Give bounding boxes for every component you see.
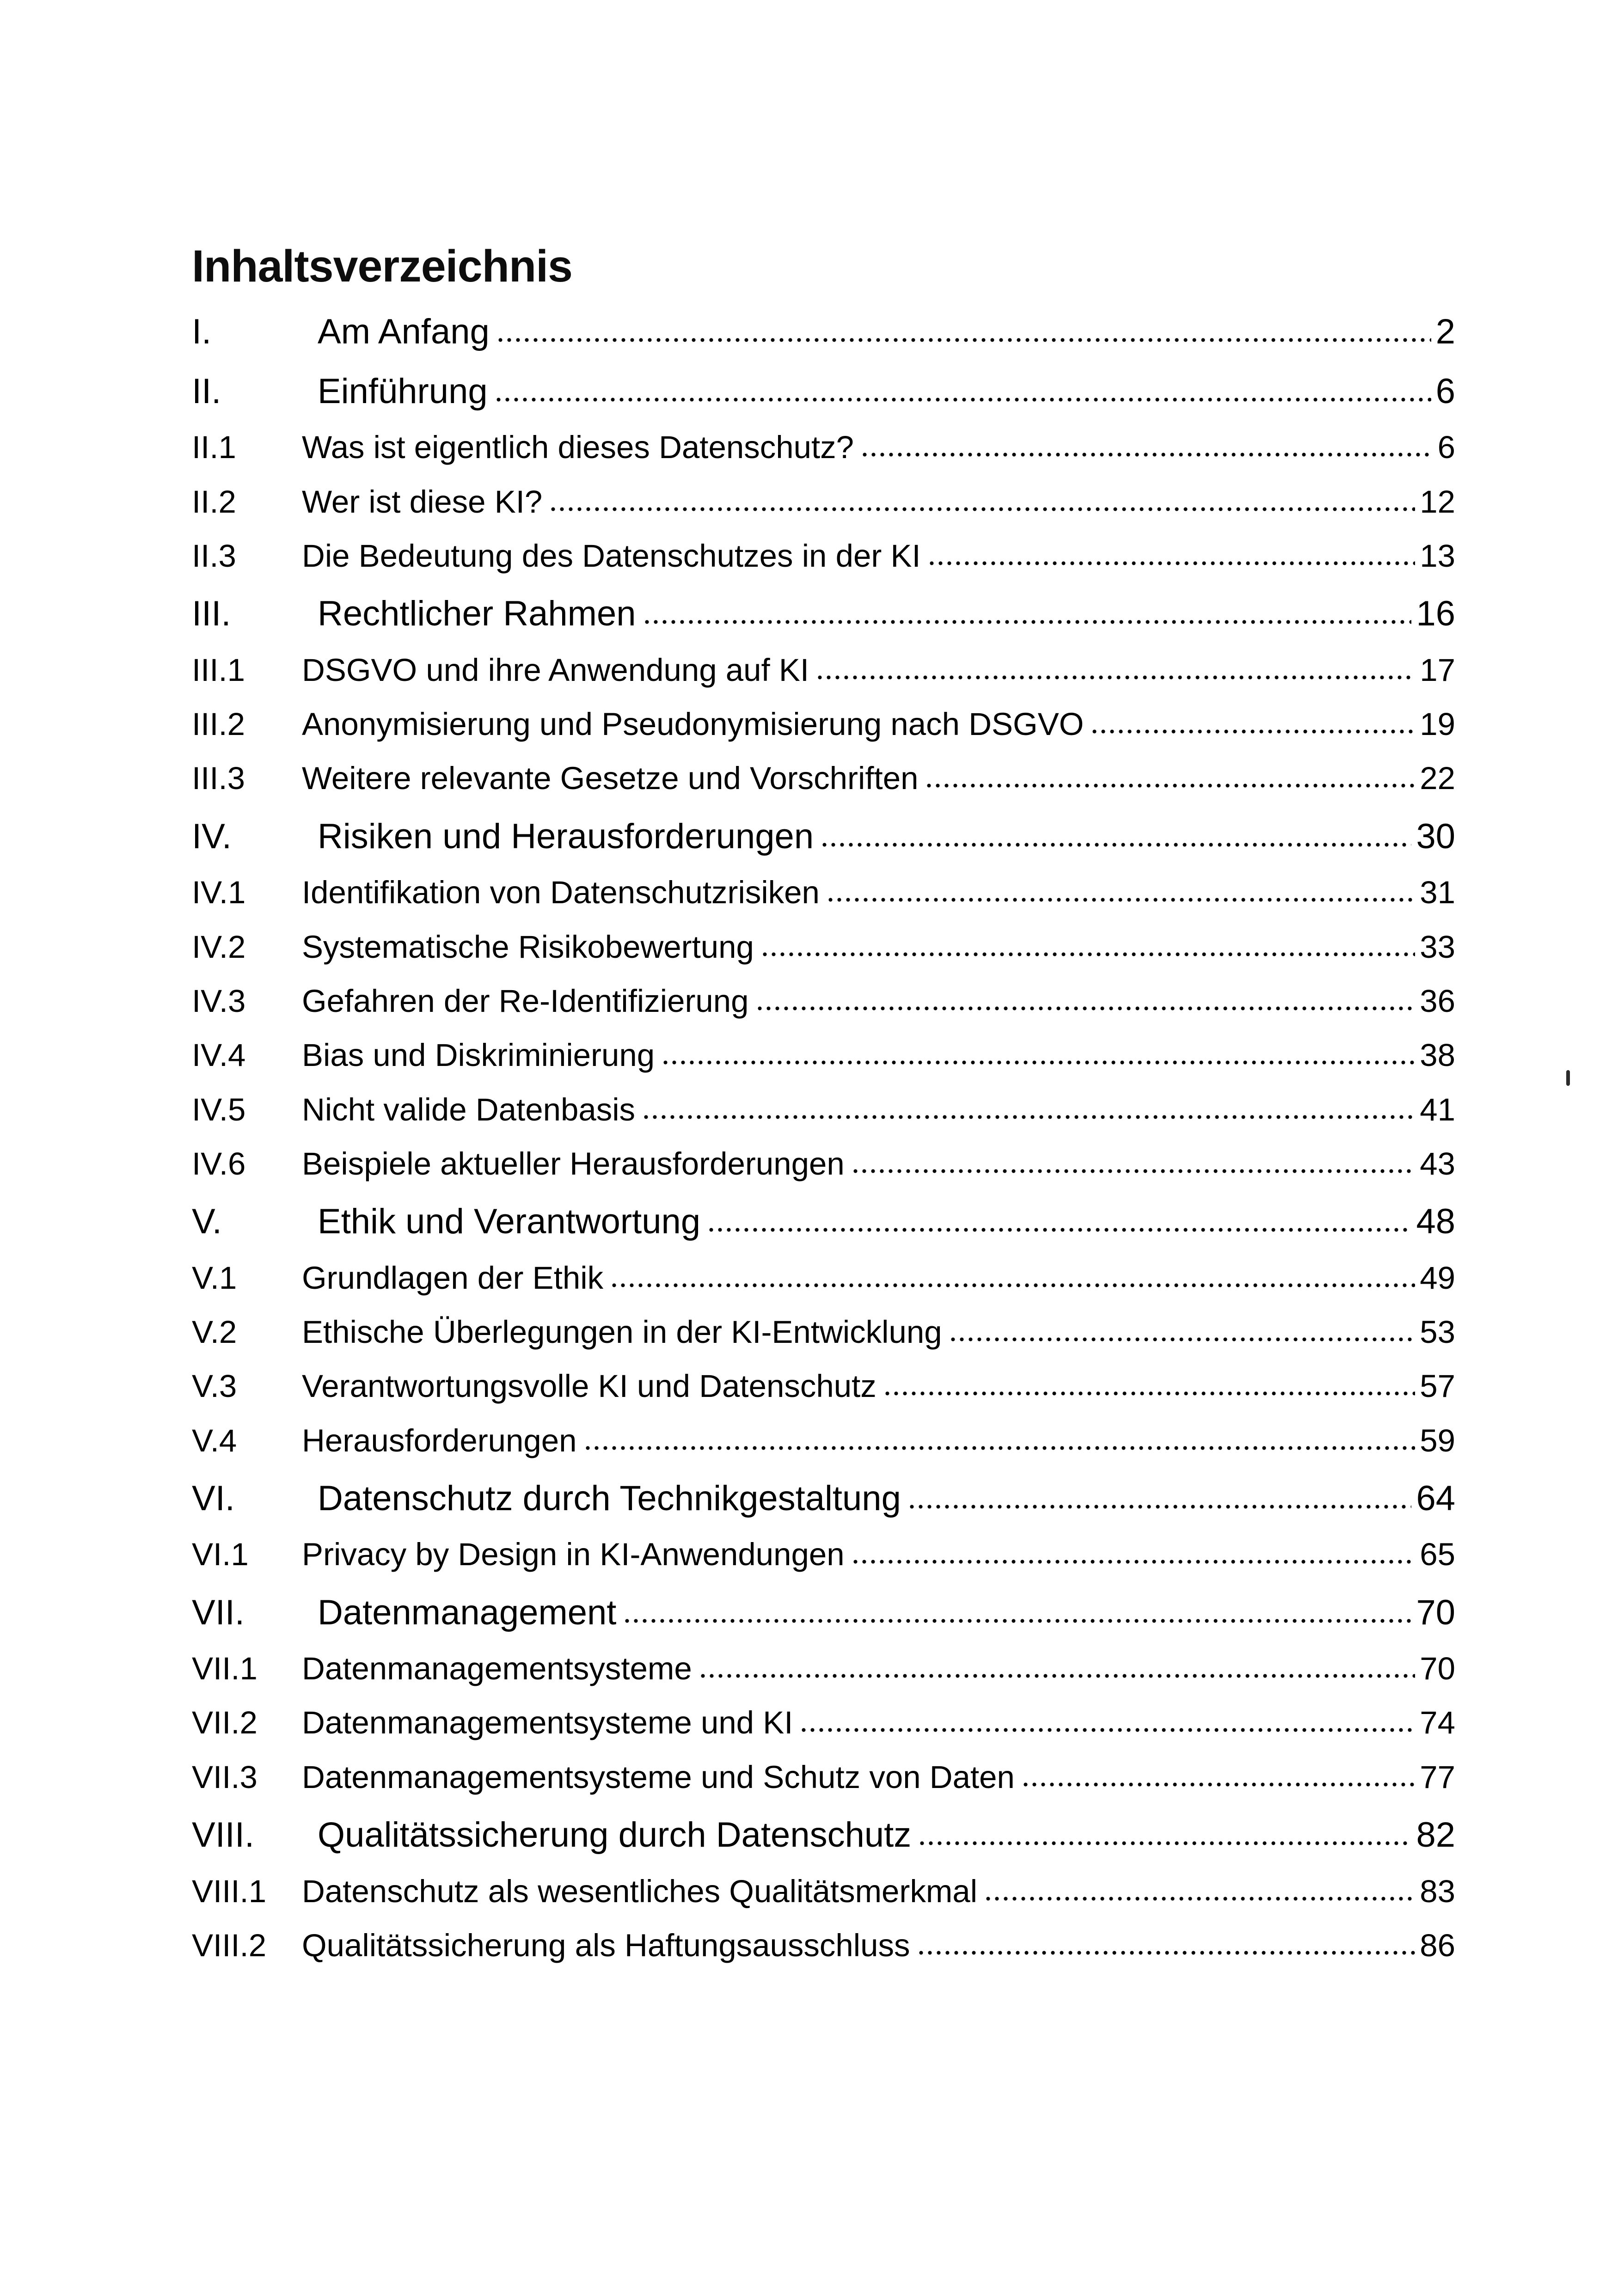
toc-entry-page: 33 [1420, 929, 1455, 965]
toc-entry [192, 1368, 1455, 1404]
toc-entry-title: Qualitätssicherung durch Datenschutz [318, 1815, 912, 1855]
toc-entry-title: Ethik und Verantwortung [318, 1202, 701, 1242]
toc-entry-page: 57 [1420, 1368, 1455, 1404]
toc-entry-number: IV. [192, 816, 232, 856]
page-title: Inhaltsverzeichnis [192, 241, 572, 291]
toc-entry-number: VII.2 [192, 1705, 257, 1741]
toc-entry-title: Datenschutz durch Technikgestaltung [318, 1479, 901, 1518]
dot-leader [907, 1503, 1412, 1510]
dot-leader [851, 1168, 1416, 1175]
dot-leader [642, 1114, 1415, 1120]
toc-entry-number: V.4 [192, 1422, 237, 1458]
toc-entry-page: 19 [1420, 706, 1455, 742]
toc-entry-page: 53 [1420, 1314, 1455, 1350]
toc-entry-page: 74 [1420, 1705, 1455, 1741]
toc-entry [192, 429, 1455, 465]
dot-leader [949, 1336, 1416, 1343]
toc-entry [192, 983, 1455, 1019]
toc-entry-number: IV.2 [192, 929, 246, 965]
toc-entry-page: 12 [1420, 484, 1455, 520]
dot-leader [760, 951, 1415, 958]
dot-leader [925, 782, 1415, 789]
toc-entry-title: Datenmanagement [318, 1592, 617, 1632]
toc-entry-page: 86 [1420, 1927, 1455, 1963]
dot-leader [927, 560, 1416, 567]
toc-entry-title: Weitere relevante Gesetze und Vorschriften [302, 760, 919, 796]
dot-leader [918, 1840, 1411, 1847]
toc-entry-page: 6 [1437, 429, 1455, 465]
dot-leader [820, 841, 1411, 848]
toc-entry [192, 1422, 1455, 1459]
toc-entry-page: 65 [1420, 1537, 1455, 1573]
dot-leader [610, 1282, 1415, 1289]
toc-entry-page: 70 [1420, 1651, 1455, 1687]
toc-entry [192, 760, 1455, 796]
toc-entry-page: 43 [1420, 1145, 1455, 1182]
toc-entry [192, 484, 1455, 520]
dot-leader [917, 1949, 1416, 1956]
dot-leader [1021, 1781, 1415, 1788]
toc-entry-number: IV.6 [192, 1145, 246, 1182]
dot-leader [707, 1226, 1411, 1233]
dot-leader [496, 337, 1431, 343]
dot-leader [661, 1059, 1415, 1066]
toc-entry-page: 64 [1416, 1479, 1455, 1518]
dot-leader [860, 451, 1433, 458]
toc-entry-number: III. [192, 594, 231, 634]
toc-entry-title: Die Bedeutung des Datenschutzes in der KI [302, 538, 921, 574]
toc-entry-title: Einführung [318, 371, 488, 411]
toc-entry-title: Datenmanagementsysteme [302, 1651, 692, 1687]
toc-entry-page: 48 [1416, 1202, 1455, 1242]
toc-entry-title: Risiken und Herausforderungen [318, 816, 814, 856]
dot-leader [799, 1727, 1415, 1733]
toc-entry-number: VIII. [192, 1815, 255, 1855]
toc-entry-title: Am Anfang [318, 312, 490, 351]
toc-entry [192, 816, 1455, 857]
toc-entry-number: II.3 [192, 538, 236, 574]
toc-entry-page: 38 [1420, 1037, 1455, 1073]
toc-entry-page: 30 [1416, 816, 1455, 856]
toc-entry-number: I. [192, 312, 212, 351]
toc-entry [192, 1536, 1455, 1573]
toc-entry-title: Verantwortungsvolle KI und Datenschutz [302, 1368, 876, 1404]
toc-entry-number: V.1 [192, 1260, 237, 1296]
toc-entry-title: Nicht valide Datenbasis [302, 1091, 636, 1127]
toc-entry [192, 1873, 1455, 1910]
toc-entry-number: III.3 [192, 760, 245, 796]
toc-entry-number: VI. [192, 1479, 235, 1518]
toc-entry-title: Was ist eigentlich dieses Datenschutz? [302, 429, 854, 465]
toc-entry-number: IV.3 [192, 983, 246, 1019]
toc-entry-page: 59 [1420, 1422, 1455, 1458]
toc-entry [192, 1704, 1455, 1741]
toc-entry-title: Grundlagen der Ethik [302, 1260, 604, 1296]
toc-entry [192, 1650, 1455, 1687]
toc-entry-number: VII.3 [192, 1759, 257, 1795]
toc-entry [192, 874, 1455, 911]
toc-entry [192, 1091, 1455, 1128]
toc-entry-title: Identifikation von Datenschutzrisiken [302, 875, 820, 911]
dot-leader [699, 1672, 1415, 1679]
toc-entry-number: II. [192, 371, 221, 411]
toc-entry-title: Datenmanagementsysteme und KI [302, 1705, 793, 1741]
toc-entry-page: 31 [1420, 875, 1455, 911]
dot-leader [826, 896, 1415, 903]
toc-entry-page: 16 [1416, 594, 1455, 634]
toc-entry-page: 82 [1416, 1815, 1455, 1855]
toc-entry [192, 1145, 1455, 1182]
dot-leader [494, 396, 1431, 403]
toc-entry-title: Bias und Diskriminierung [302, 1037, 655, 1073]
toc-entry-title: Anonymisierung und Pseudonymisierung nach DSGVO [302, 706, 1084, 742]
toc-entry [192, 538, 1455, 574]
toc-entry [192, 1314, 1455, 1350]
toc-entry-title: Gefahren der Re-Identifizierung [302, 983, 749, 1019]
toc-entry-number: V. [192, 1202, 222, 1242]
toc-entry-page: 49 [1420, 1260, 1455, 1296]
toc-entry-title: Qualitätssicherung als Haftungsausschluss [302, 1927, 910, 1963]
dot-leader [1090, 728, 1415, 735]
toc-entry-page: 70 [1416, 1592, 1455, 1632]
toc-entry [192, 1260, 1455, 1296]
toc-entry-title: Datenschutz als wesentliches Qualitätsmerkmal [302, 1873, 978, 1909]
toc-entry [192, 1759, 1455, 1795]
toc-entry [192, 1478, 1455, 1518]
toc-entry [192, 312, 1455, 352]
toc-entry-page: 77 [1420, 1759, 1455, 1795]
toc-entry-number: VII. [192, 1592, 245, 1632]
dot-leader [549, 506, 1415, 513]
toc-entry-number: IV.5 [192, 1091, 246, 1127]
toc-entry [192, 1037, 1455, 1073]
toc-entry-title: Rechtlicher Rahmen [318, 594, 636, 634]
toc-entry-number: II.2 [192, 484, 236, 520]
dot-leader [883, 1390, 1416, 1397]
toc-entry-page: 36 [1420, 983, 1455, 1019]
toc-entry-number: V.2 [192, 1314, 237, 1350]
dot-leader [623, 1617, 1411, 1624]
toc-entry-number: IV.4 [192, 1037, 246, 1073]
toc-entry-title: Herausforderungen [302, 1422, 577, 1458]
toc-entry-page: 22 [1420, 760, 1455, 796]
toc-entry-number: III.1 [192, 652, 245, 688]
toc-entry-number: V.3 [192, 1368, 237, 1404]
toc-entry-title: Privacy by Design in KI-Anwendungen [302, 1537, 845, 1573]
toc-entry [192, 1927, 1455, 1964]
toc-entry-number: VI.1 [192, 1537, 249, 1573]
toc-entry [192, 594, 1455, 634]
toc-entry-number: IV.1 [192, 875, 246, 911]
toc-entry-number: III.2 [192, 706, 245, 742]
toc-entry [192, 1201, 1455, 1242]
dot-leader [984, 1895, 1415, 1902]
toc-entry [192, 1815, 1455, 1855]
dot-leader [851, 1558, 1416, 1565]
toc-entry [192, 1592, 1455, 1633]
toc-entry-title: Systematische Risikobewertung [302, 929, 754, 965]
toc-entry-page: 17 [1420, 652, 1455, 688]
toc-entry-title: Ethische Überlegungen in der KI-Entwicklung [302, 1314, 942, 1350]
toc-entry [192, 706, 1455, 742]
toc-entry [192, 929, 1455, 965]
toc-entry-title: DSGVO und ihre Anwendung auf KI [302, 652, 809, 688]
toc-entry-page: 41 [1420, 1091, 1455, 1127]
dot-leader [815, 674, 1415, 681]
toc-entry-page: 6 [1435, 371, 1455, 411]
toc-entry-title: Datenmanagementsysteme und Schutz von Daten [302, 1759, 1015, 1795]
toc-entry-page: 83 [1420, 1873, 1455, 1909]
toc-entry-number: II.1 [192, 429, 236, 465]
toc-entry-page: 13 [1420, 538, 1455, 574]
dot-leader [643, 618, 1412, 625]
toc-entry [192, 371, 1455, 411]
stray-mark [1566, 1070, 1570, 1086]
dot-leader [583, 1445, 1416, 1451]
toc-entry-number: VII.1 [192, 1651, 257, 1687]
toc-entry-page: 2 [1435, 312, 1455, 351]
dot-leader [755, 1005, 1416, 1012]
toc-entry-title: Beispiele aktueller Herausforderungen [302, 1145, 845, 1182]
toc-entry [192, 652, 1455, 688]
toc-entry-title: Wer ist diese KI? [302, 484, 543, 520]
toc-list [192, 312, 1455, 1964]
toc-entry-number: VIII.2 [192, 1927, 267, 1963]
toc-entry-number: VIII.1 [192, 1873, 267, 1909]
